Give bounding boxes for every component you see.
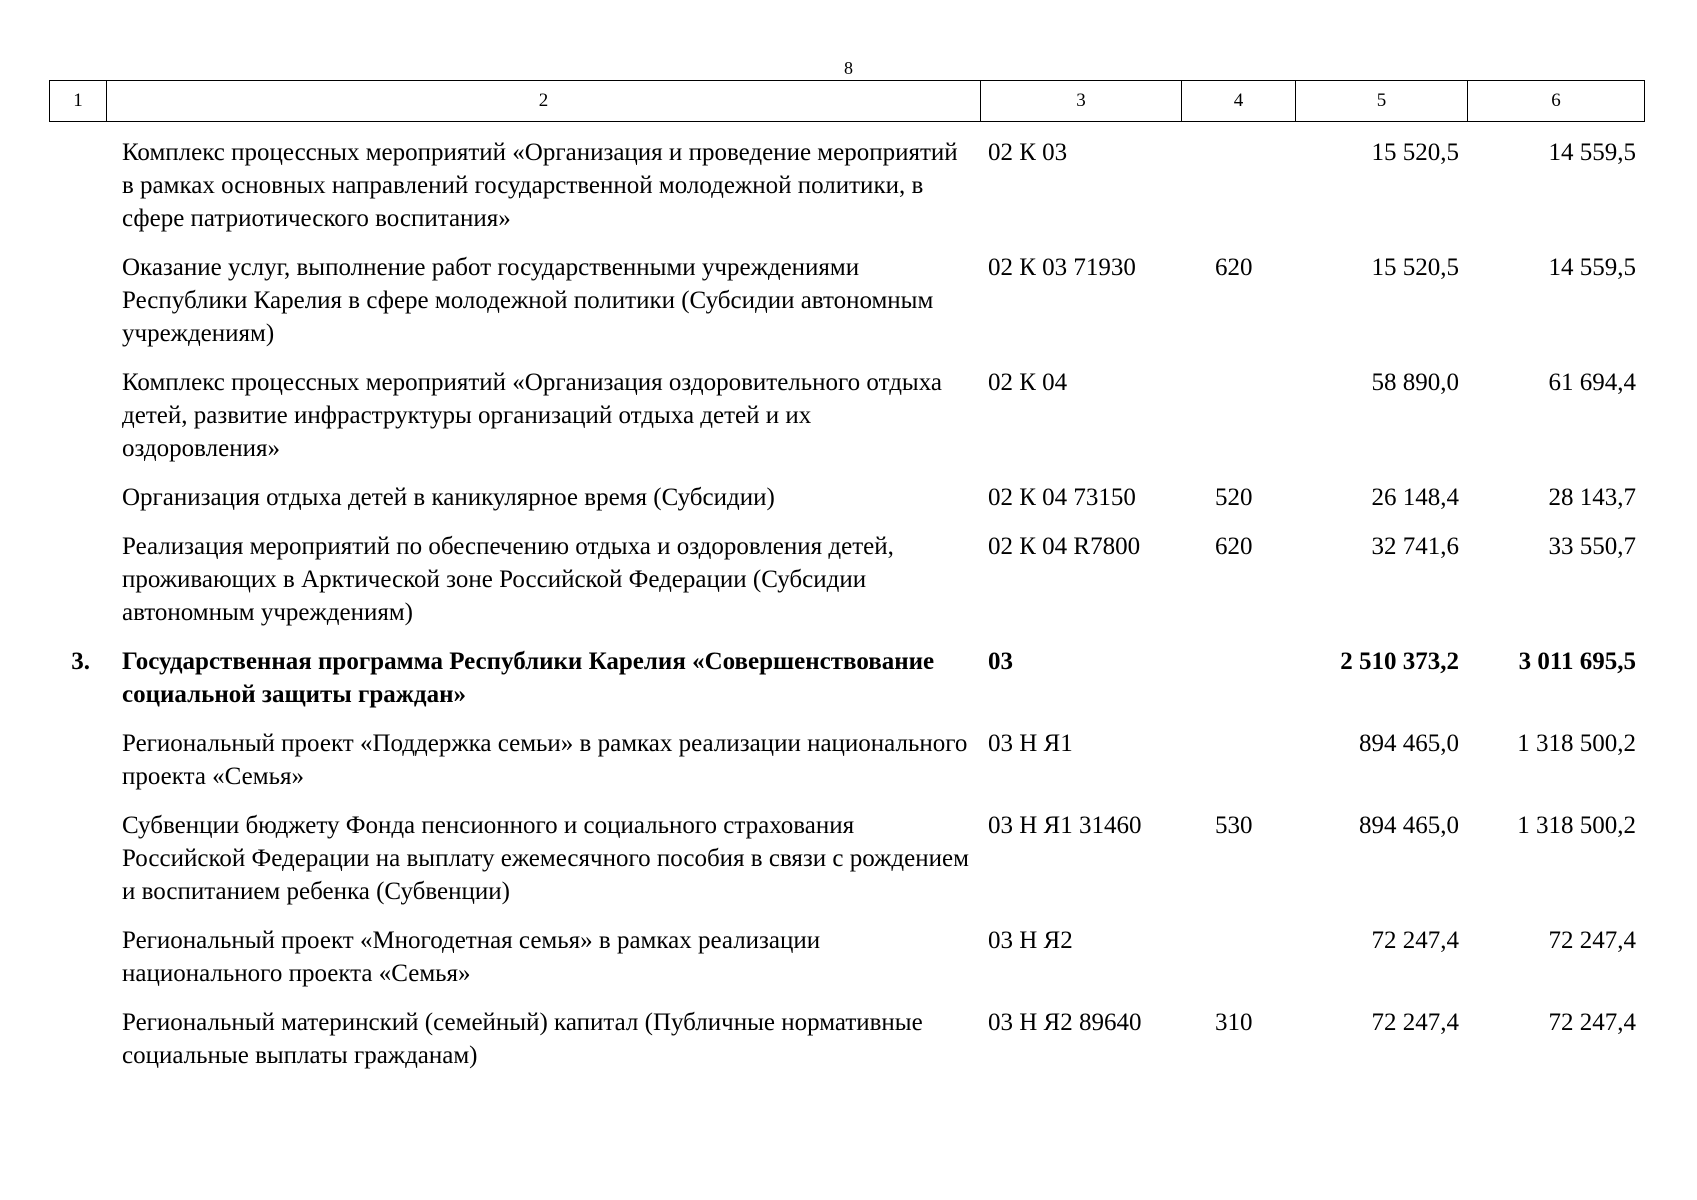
row-expense-type (1181, 727, 1295, 793)
row-expense-type: 620 (1215, 533, 1253, 560)
row-value-col6: 3 011 695,5 (1518, 648, 1636, 675)
row-value-col5: 15 520,5 (1371, 254, 1459, 281)
table-row (49, 645, 1644, 711)
row-expense-type (1181, 645, 1295, 711)
row-expense-type (1181, 924, 1295, 990)
column-header-5: 5 (1296, 81, 1468, 122)
row-value-col5: 72 247,4 (1371, 927, 1459, 954)
row-value-col5: 58 890,0 (1371, 369, 1459, 396)
row-value-col6: 1 318 500,2 (1517, 730, 1636, 757)
table-row (49, 136, 1644, 235)
row-value-col5: 2 510 373,2 (1340, 648, 1459, 675)
table-row (49, 809, 1644, 908)
row-expense-type: 620 (1215, 254, 1253, 281)
row-code: 02 К 03 71930 (988, 254, 1136, 281)
row-name: Субвенции бюджету Фонда пенсионного и социального страхования Российской Федерации на выплату ежемесячного пособия в связи с рождением и воспитанием ребенка (Субвенции) (122, 812, 969, 905)
table-body (49, 136, 1644, 1088)
column-header-4: 4 (1182, 81, 1296, 122)
row-value-col6: 1 318 500,2 (1517, 812, 1636, 839)
row-value-col6: 61 694,4 (1548, 369, 1636, 396)
table-row (49, 481, 1644, 514)
row-expense-type (1181, 366, 1295, 465)
row-code: 03 (988, 648, 1013, 675)
row-value-col5: 15 520,5 (1371, 139, 1459, 166)
row-number (49, 727, 106, 793)
column-header-3: 3 (981, 81, 1182, 122)
table-row (49, 366, 1644, 465)
row-code: 03 Н Я1 31460 (988, 812, 1142, 839)
row-code: 02 К 03 (988, 139, 1068, 166)
column-header-table (49, 80, 1645, 122)
row-name: Региональный материнский (семейный) капитал (Публичные нормативные социальные выплаты гражданам) (122, 1009, 923, 1069)
row-expense-type: 520 (1215, 484, 1253, 511)
row-value-col6: 14 559,5 (1548, 139, 1636, 166)
row-expense-type (1181, 136, 1295, 235)
row-number (49, 924, 106, 990)
row-value-col5: 894 465,0 (1359, 730, 1459, 757)
row-name: Региональный проект «Многодетная семья» в рамках реализации национального проекта «Семья» (122, 927, 821, 987)
row-code: 02 К 04 73150 (988, 484, 1136, 511)
row-value-col6: 72 247,4 (1548, 1009, 1636, 1036)
row-expense-type: 310 (1215, 1009, 1253, 1036)
row-number (49, 136, 106, 235)
row-value-col6: 33 550,7 (1548, 533, 1636, 560)
row-name: Реализация мероприятий по обеспечению отдыха и оздоровления детей, проживающих в Арктической зоне Российской Федерации (Субсидии автономным учреждениям) (122, 533, 894, 626)
row-expense-type: 530 (1215, 812, 1253, 839)
column-header-row (50, 81, 1645, 122)
table-row (49, 530, 1644, 629)
row-number (49, 1006, 106, 1072)
row-number (49, 251, 106, 350)
row-name: Региональный проект «Поддержка семьи» в рамках реализации национального проекта «Семья» (122, 730, 968, 790)
row-value-col5: 26 148,4 (1371, 484, 1459, 511)
row-name: Государственная программа Республики Карелия «Совершенствование социальной защиты граждан» (122, 648, 935, 708)
row-number: 3. (71, 648, 90, 675)
row-code: 02 К 04 R7800 (988, 533, 1141, 560)
row-number (49, 366, 106, 465)
row-code: 03 Н Я2 89640 (988, 1009, 1142, 1036)
row-code: 02 К 04 (988, 369, 1068, 396)
row-value-col6: 14 559,5 (1548, 254, 1636, 281)
table-row (49, 924, 1644, 990)
row-value-col5: 32 741,6 (1371, 533, 1459, 560)
row-number (49, 481, 106, 514)
row-number (49, 530, 106, 629)
column-header-1: 1 (50, 81, 107, 122)
row-code: 03 Н Я1 (988, 730, 1073, 757)
table-row (49, 251, 1644, 350)
row-value-col5: 72 247,4 (1371, 1009, 1459, 1036)
row-code: 03 Н Я2 (988, 927, 1073, 954)
page-number: 8 (844, 58, 853, 78)
row-value-col6: 28 143,7 (1548, 484, 1636, 511)
column-header-6: 6 (1468, 81, 1645, 122)
row-name: Комплекс процессных мероприятий «Организация оздоровительного отдыха детей, развитие инфраструктуры организаций отдыха детей и их оздоровления» (122, 369, 942, 462)
column-header-2: 2 (107, 81, 981, 122)
row-value-col6: 72 247,4 (1548, 927, 1636, 954)
row-name: Оказание услуг, выполнение работ государственными учреждениями Республики Карелия в сфере молодежной политики (Субсидии автономным учреждениям) (122, 254, 934, 347)
row-number (49, 809, 106, 908)
table-row (49, 727, 1644, 793)
row-name: Комплекс процессных мероприятий «Организация и проведение мероприятий в рамках основных направлений государственной молодежной политики, в сфере патриотического воспитания» (122, 139, 958, 232)
row-name: Организация отдыха детей в каникулярное время (Субсидии) (122, 484, 775, 511)
table-row (49, 1006, 1644, 1072)
row-value-col5: 894 465,0 (1359, 812, 1459, 839)
